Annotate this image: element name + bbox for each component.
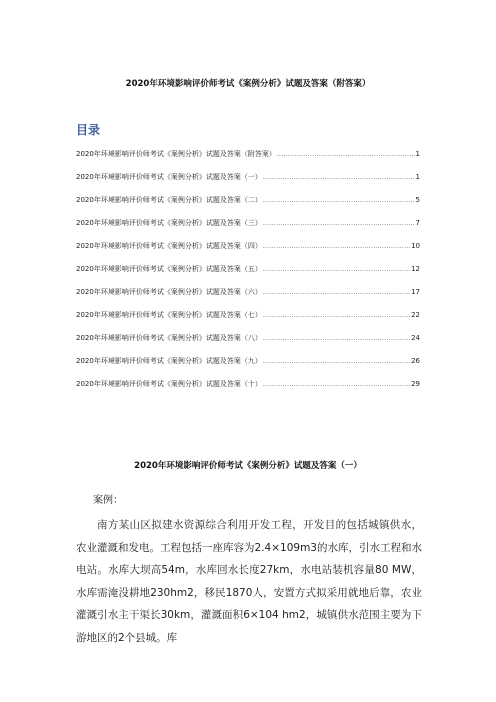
toc-item-text: 2020年环境影响评价师考试《案例分析》试题及答案（三） bbox=[76, 219, 262, 227]
section-title: 2020年环境影响评价师考试《案例分析》试题及答案（一） bbox=[134, 461, 362, 471]
toc-item-text: 2020年环境影响评价师考试《案例分析》试题及答案（九） bbox=[76, 357, 262, 365]
toc-item-text: 2020年环境影响评价师考试《案例分析》试题及答案（一） bbox=[76, 173, 262, 181]
toc-item-text: 2020年环境影响评价师考试《案例分析》试题及答案（八） bbox=[76, 334, 262, 342]
toc-item-text: 2020年环境影响评价师考试《案例分析》试题及答案（五） bbox=[76, 265, 262, 273]
toc-item[interactable] bbox=[76, 379, 420, 402]
table-of-contents bbox=[76, 149, 420, 402]
toc-leader-dots bbox=[263, 174, 415, 181]
toc-item[interactable] bbox=[76, 333, 420, 356]
toc-page-number: 22 bbox=[411, 311, 420, 319]
toc-leader-dots bbox=[263, 335, 410, 342]
toc-page-number: 12 bbox=[411, 265, 420, 273]
toc-page-number: 5 bbox=[415, 196, 420, 204]
toc-page-number: 26 bbox=[411, 357, 420, 365]
toc-page-number: 10 bbox=[411, 242, 420, 250]
body-paragraph: 南方某山区拟建水资源综合利用开发工程，开发目的包括城镇供水，农业灌溉和发电。工程包括一座库容为2.4×109m3的水库，引水工程和水电站。水库大坝高54m，水库回水长度27km，水电站装机容量80 MW，水库需淹没耕地230hm2，移民1870人，安置方式拟采用就地后靠，农业灌溉引水主干渠长30km，灌溉面积6×104 hm2，城镇供水范围主要为下游地区的2个县城。库 bbox=[76, 519, 422, 644]
toc-page-number: 1 bbox=[415, 173, 420, 181]
toc-heading: 目录 bbox=[76, 123, 101, 137]
toc-item[interactable] bbox=[76, 287, 420, 310]
document-title: 2020年环境影响评价师考试《案例分析》试题及答案（附答案） bbox=[125, 79, 371, 89]
toc-item-text: 2020年环境影响评价师考试《案例分析》试题及答案（二） bbox=[76, 196, 262, 204]
toc-item-text: 2020年环境影响评价师考试《案例分析》试题及答案（七） bbox=[76, 311, 262, 319]
toc-leader-dots bbox=[263, 312, 410, 319]
toc-item-text: 2020年环境影响评价师考试《案例分析》试题及答案（十） bbox=[76, 380, 262, 388]
toc-leader-dots bbox=[277, 151, 415, 158]
toc-item-text: 2020年环境影响评价师考试《案例分析》试题及答案（附答案） bbox=[76, 150, 276, 158]
toc-item[interactable] bbox=[76, 172, 420, 195]
toc-page-number: 1 bbox=[415, 150, 420, 158]
toc-item-text: 2020年环境影响评价师考试《案例分析》试题及答案（四） bbox=[76, 242, 262, 250]
toc-item[interactable] bbox=[76, 310, 420, 333]
toc-leader-dots bbox=[263, 289, 410, 296]
toc-item[interactable] bbox=[76, 356, 420, 379]
toc-item[interactable] bbox=[76, 264, 420, 287]
toc-page-number: 24 bbox=[411, 334, 420, 342]
toc-item[interactable] bbox=[76, 195, 420, 218]
case-label: 案例： bbox=[93, 495, 123, 506]
toc-item[interactable] bbox=[76, 241, 420, 264]
toc-leader-dots bbox=[263, 358, 410, 365]
toc-leader-dots bbox=[263, 197, 415, 204]
toc-item[interactable] bbox=[76, 218, 420, 241]
toc-leader-dots bbox=[263, 266, 410, 273]
toc-page-number: 17 bbox=[411, 288, 420, 296]
toc-item-text: 2020年环境影响评价师考试《案例分析》试题及答案（六） bbox=[76, 288, 262, 296]
toc-page-number: 7 bbox=[415, 219, 420, 227]
toc-leader-dots bbox=[263, 220, 415, 227]
toc-leader-dots bbox=[263, 243, 410, 250]
toc-leader-dots bbox=[263, 381, 410, 388]
toc-item[interactable] bbox=[76, 149, 420, 172]
toc-page-number: 29 bbox=[411, 380, 420, 388]
